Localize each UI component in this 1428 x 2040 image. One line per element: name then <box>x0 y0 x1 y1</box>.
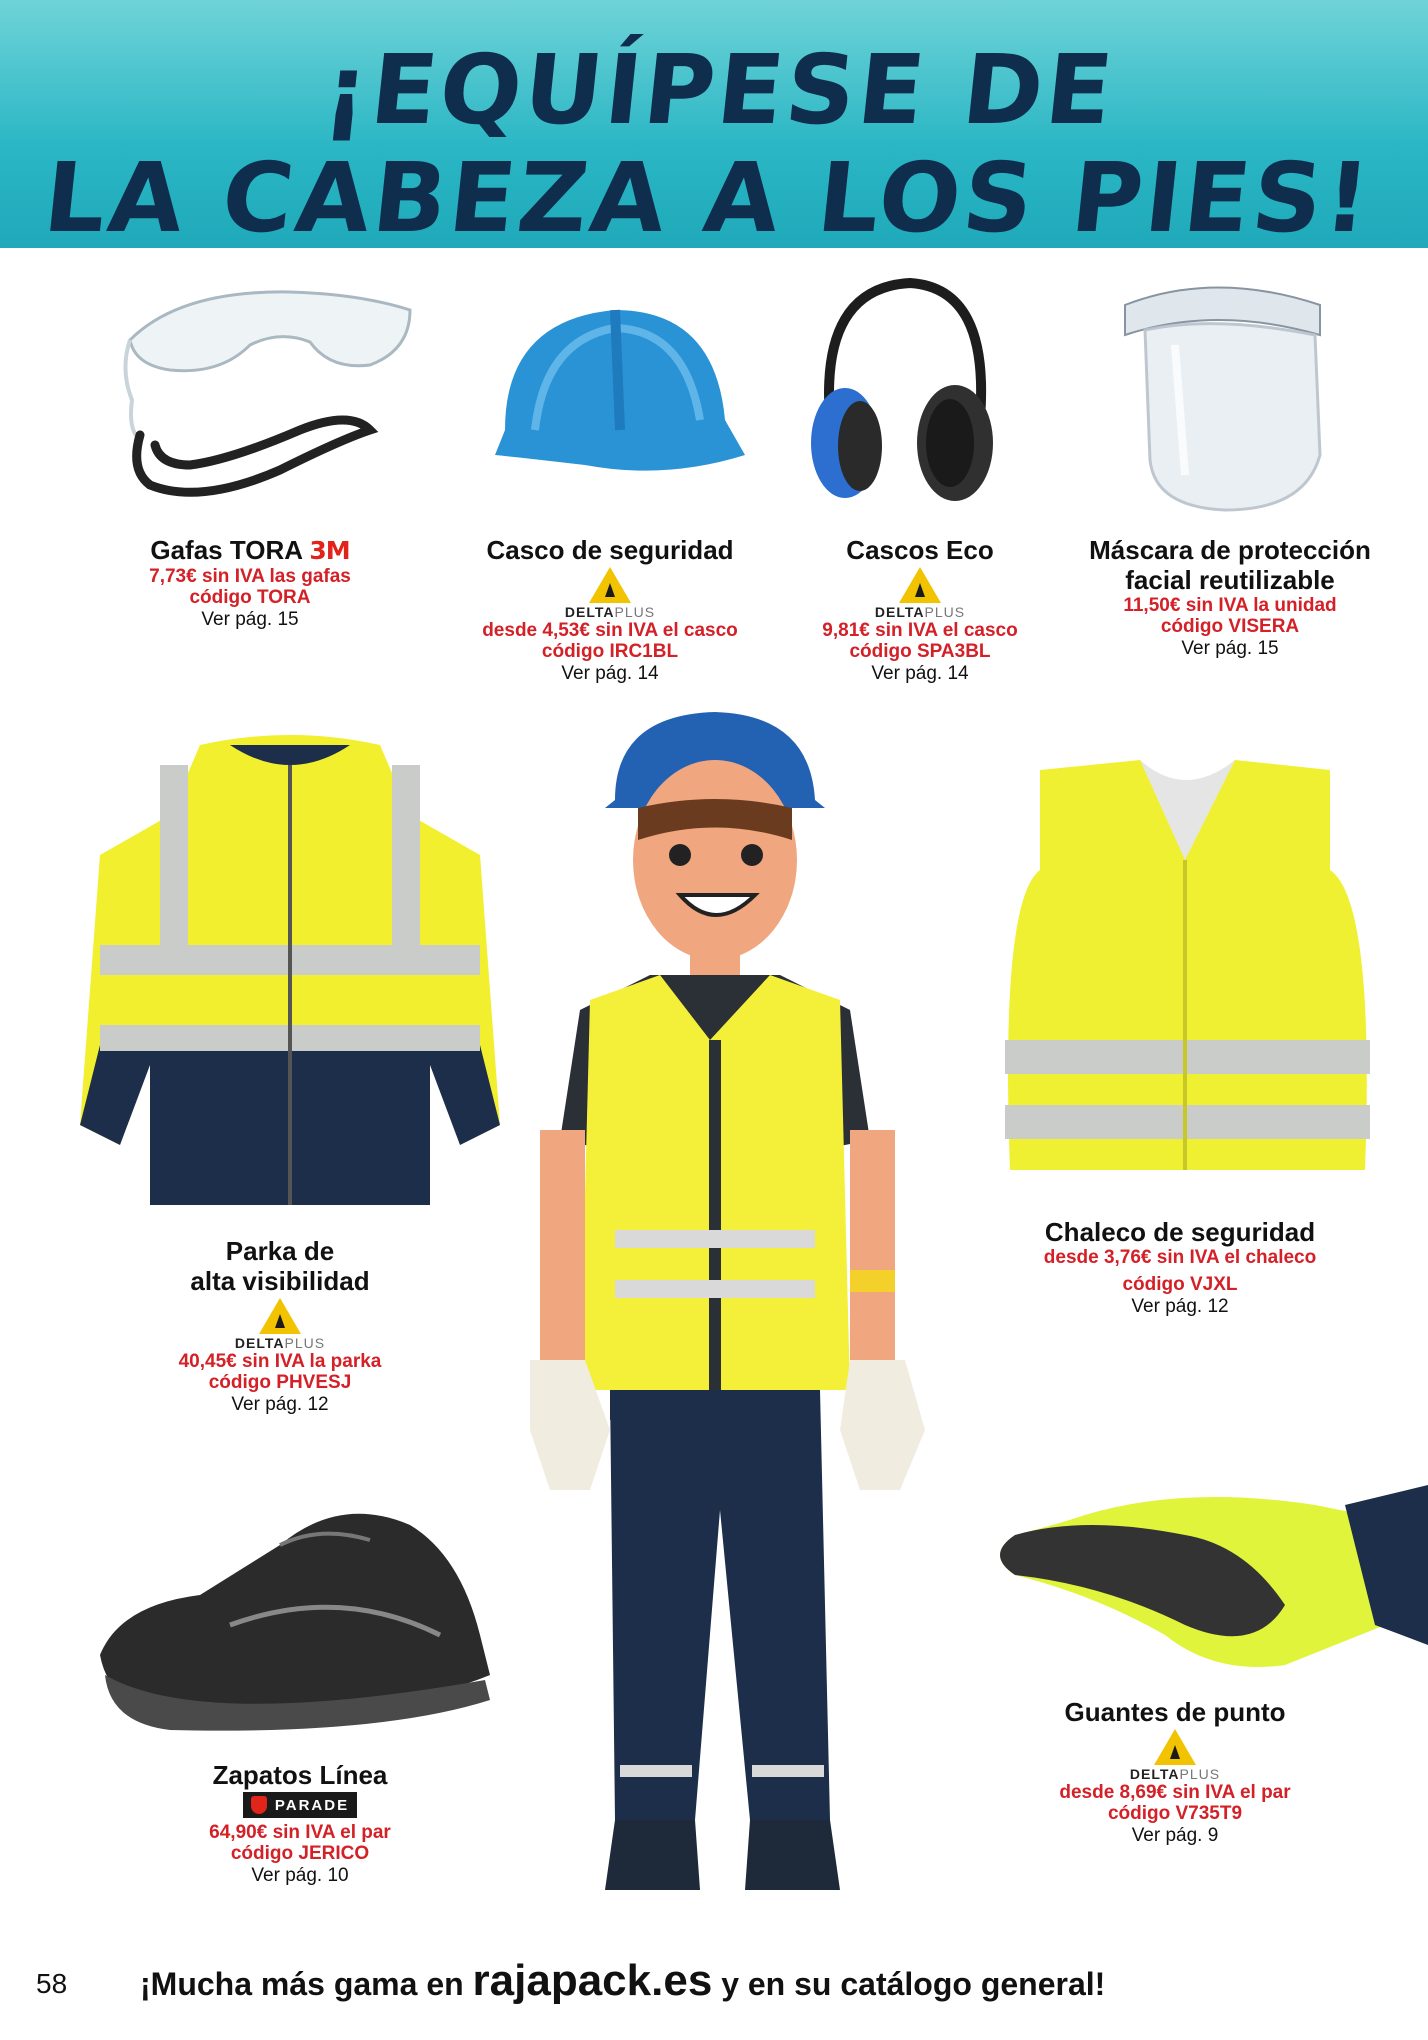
product-chaleco <box>1000 1217 1360 1318</box>
product-name: Chaleco de seguridad <box>1044 1217 1316 1247</box>
product-name: Máscara de protección facial reutilizable <box>1089 535 1371 595</box>
product-price: desde 3,76€ sin IVA el chaleco <box>1043 1247 1317 1268</box>
deltaplus-triangle-icon <box>899 567 941 603</box>
product-name: Parka de alta visibilidad <box>190 1236 370 1296</box>
product-price: desde 4,53€ sin IVA el casco <box>482 620 738 641</box>
product-code: código V735T9 <box>1107 1803 1243 1824</box>
product-ref: Ver pág. 10 <box>251 1865 349 1886</box>
product-parka <box>110 1236 450 1416</box>
product-gafas <box>70 535 430 631</box>
product-code: código VISERA <box>1160 616 1300 637</box>
product-code: código JERICO <box>230 1843 370 1864</box>
product-price: 7,73€ sin IVA las gafas <box>149 566 351 587</box>
product-price: 40,45€ sin IVA la parka <box>178 1351 382 1372</box>
deltaplus-logo: DELTAPLUS <box>780 567 1060 620</box>
product-guantes <box>1010 1697 1340 1847</box>
product-code: código IRC1BL <box>541 641 679 662</box>
shoe-image <box>80 1485 500 1735</box>
product-price: desde 8,69€ sin IVA el par <box>1059 1782 1291 1803</box>
deltaplus-logo: DELTAPLUS <box>110 1298 450 1351</box>
product-name: Casco de seguridad <box>486 535 734 565</box>
page-header <box>0 0 1428 254</box>
parade-logo: PARADE <box>243 1792 357 1818</box>
product-cascos <box>780 535 1060 685</box>
face-shield-image <box>1115 275 1325 515</box>
deltaplus-logo: DELTAPLUS <box>1010 1729 1340 1782</box>
earmuffs-image <box>800 268 1000 508</box>
product-code: código SPA3BL <box>849 641 991 662</box>
deltaplus-triangle-icon <box>589 567 631 603</box>
glove-image <box>985 1475 1428 1695</box>
product-name: Cascos Eco <box>846 535 994 565</box>
product-price: 64,90€ sin IVA el par <box>209 1822 391 1843</box>
product-name: Guantes de punto <box>1064 1697 1286 1727</box>
product-ref: Ver pág. 9 <box>1131 1825 1219 1846</box>
vest-image <box>1000 740 1375 1190</box>
product-name: Zapatos Línea <box>212 1760 388 1790</box>
product-ref: Ver pág. 14 <box>871 663 969 684</box>
product-ref: Ver pág. 15 <box>1181 638 1279 659</box>
product-casco <box>440 535 780 685</box>
helmet-image <box>465 280 755 490</box>
product-ref: Ver pág. 12 <box>1131 1296 1229 1317</box>
website-link[interactable]: rajapack.es <box>472 1956 713 2005</box>
parade-shield-icon <box>251 1796 267 1814</box>
product-code: código TORA <box>189 587 311 608</box>
deltaplus-triangle-icon <box>1154 1729 1196 1765</box>
worker-illustration <box>520 690 940 1920</box>
product-price: 9,81€ sin IVA el casco <box>822 620 1018 641</box>
product-code: código VJXL <box>1122 1274 1238 1295</box>
product-zapatos <box>130 1760 470 1887</box>
product-ref: Ver pág. 14 <box>561 663 659 684</box>
product-price: 11,50€ sin IVA la unidad <box>1123 595 1337 616</box>
product-ref: Ver pág. 15 <box>201 609 299 630</box>
product-code: código PHVESJ <box>208 1372 352 1393</box>
glasses-image <box>110 270 420 515</box>
page-title: ¡EQUÍPESE DE LA CABEZA A LOS PIES! <box>38 34 1378 254</box>
deltaplus-triangle-icon <box>259 1298 301 1334</box>
product-mascara <box>1060 535 1400 660</box>
deltaplus-logo: DELTAPLUS <box>440 567 780 620</box>
footer-tagline: ¡Mucha más gama en rajapack.es y en su catálogo general! <box>140 1956 1106 2005</box>
page-number: 58 <box>36 1968 68 1999</box>
product-ref: Ver pág. 12 <box>231 1394 329 1415</box>
product-name: Gafas TORA 3M <box>150 535 350 565</box>
brand-3m-logo: 3M <box>309 536 350 565</box>
parka-image <box>80 725 500 1245</box>
